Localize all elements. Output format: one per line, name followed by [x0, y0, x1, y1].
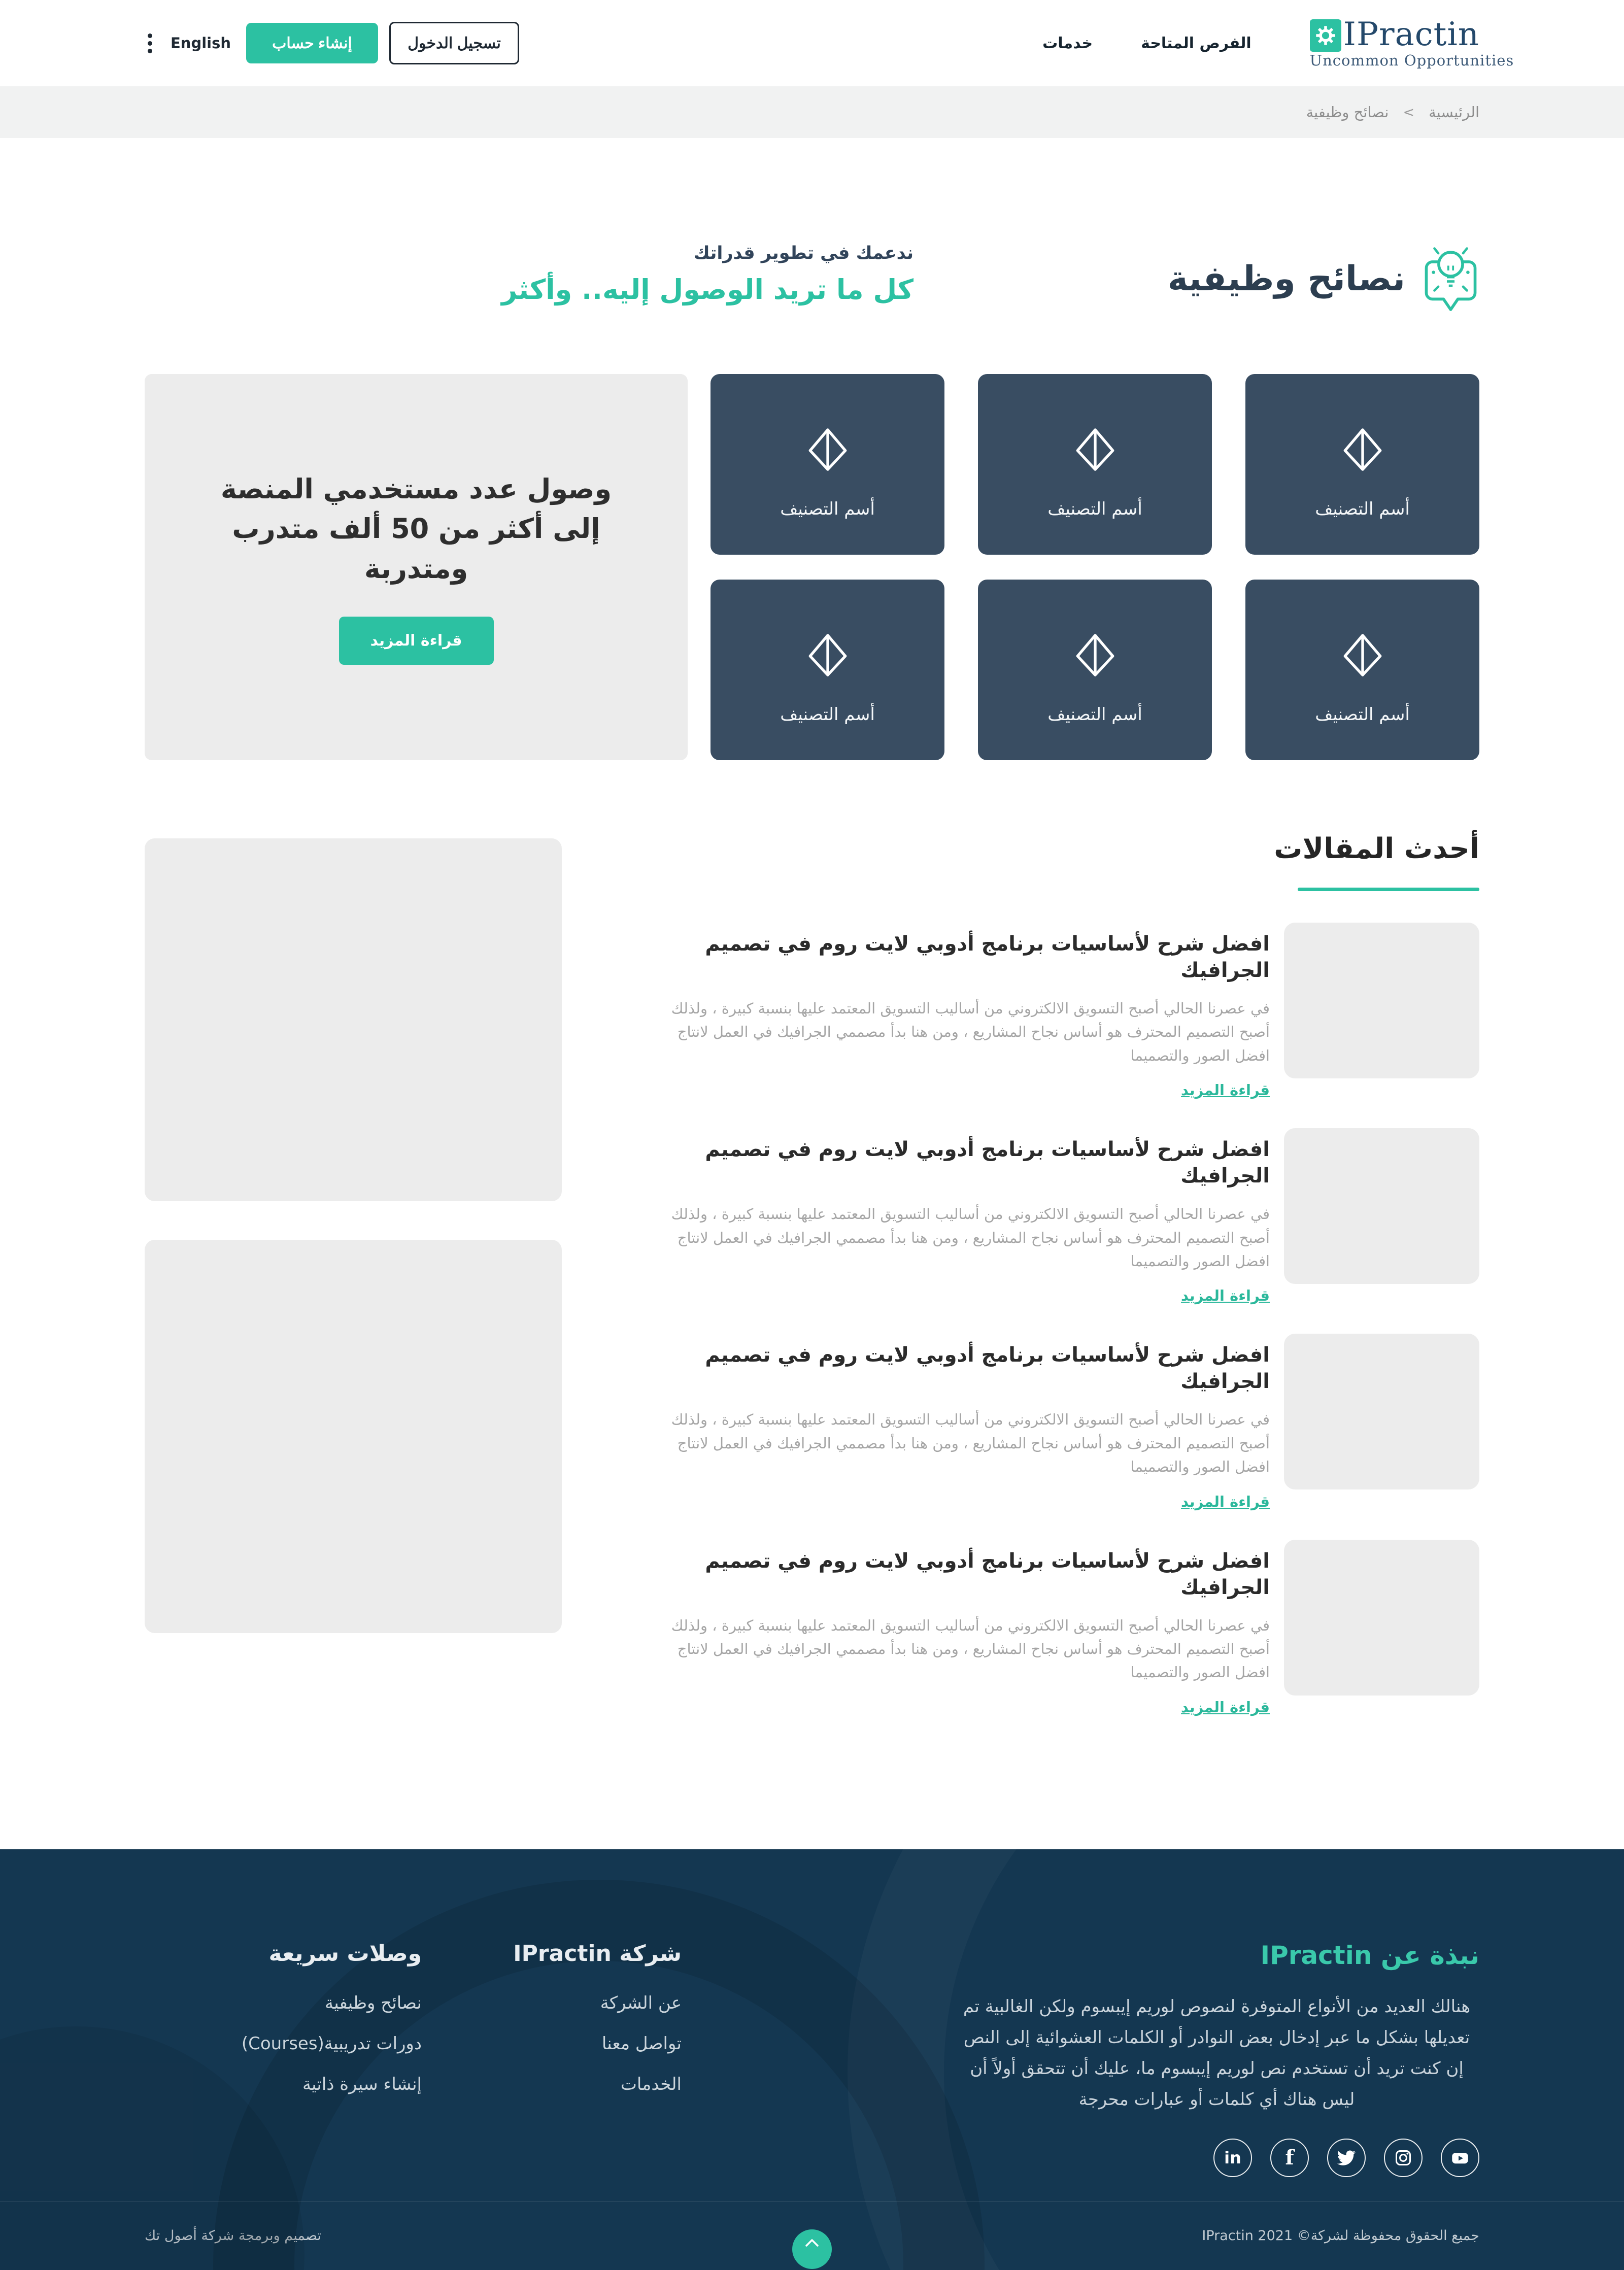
social-links — [954, 2139, 1479, 2177]
intro-kicker: ندعمك في تطوير قدراتك — [693, 243, 913, 263]
category-label: أسم التصنيف — [780, 499, 875, 519]
pyramid-icon — [1075, 633, 1115, 679]
footer-about-text: هنالك العديد من الأنواع المتوفرة لنصوص لوريم إيبسوم ولكن الغالبية تم تعديلها بشكل ما عبر إدخال بعض النوادر أو الكلمات العشوائية إلى النص إن كنت تريد أن تستخدم نص لوريم إيبسوم ما، عليك أن تتحقق أولاً أن ليس هناك أي كلمات أو عبارات محرجة — [963, 1996, 1471, 2110]
category-label: أسم التصنيف — [1047, 704, 1142, 725]
career-tips-bulb-icon — [1422, 242, 1479, 315]
pyramid-icon — [807, 633, 848, 679]
article-read-more-link[interactable]: قراءة المزيد — [1181, 1287, 1270, 1305]
intro-subtitle — [501, 243, 913, 306]
footer-columns — [145, 1849, 1479, 2201]
article-item — [652, 1540, 1479, 1716]
footer-link-career-tips[interactable]: نصائح وظيفية — [325, 1992, 422, 2013]
article-list — [652, 923, 1479, 1716]
category-card[interactable] — [710, 580, 944, 760]
language-switcher[interactable] — [145, 30, 231, 56]
promo-read-more-button[interactable]: قراءة المزيد — [339, 617, 494, 665]
article-read-more-link[interactable]: قراءة المزيد — [1181, 1081, 1270, 1099]
article-item — [652, 1128, 1479, 1304]
article-read-more-link[interactable]: قراءة المزيد — [1181, 1493, 1270, 1510]
footer-link-about-company[interactable]: عن الشركة — [600, 1992, 682, 2013]
article-excerpt: في عصرنا الحالي أصبح التسويق الالكتروني من أساليب التسويق المعتمد عليها بنسبة كبيرة ، ولذلك أصبح التصميم المحترف هو أساس نجاح المشاريع ، ومن هنا بدأ مصممي الجرافيك في العمل لانتاج افضل الصور والتصميما — [671, 1000, 1270, 1064]
showcase-section — [145, 374, 1479, 760]
aside-image-placeholder — [145, 1240, 562, 1633]
article-body — [652, 1128, 1270, 1304]
breadcrumb-separator-icon: > — [1403, 104, 1415, 120]
category-label: أسم التصنيف — [1315, 499, 1410, 519]
nav-item-services[interactable]: خدمات — [1042, 34, 1093, 52]
footer-link-services[interactable]: الخدمات — [620, 2074, 682, 2094]
category-card[interactable] — [978, 374, 1212, 555]
signup-button[interactable]: إنشاء حساب — [246, 23, 378, 63]
article-title[interactable]: افضل شرح لأساسيات برنامج أدوبي لايت روم في تصميم الجرافيك — [705, 1549, 1270, 1599]
category-label: أسم التصنيف — [1047, 499, 1142, 519]
article-thumbnail[interactable] — [1284, 1334, 1479, 1489]
category-card[interactable] — [1245, 580, 1479, 760]
article-thumbnail[interactable] — [1284, 1128, 1479, 1284]
site-header — [0, 0, 1624, 86]
article-body — [652, 923, 1270, 1099]
article-excerpt: في عصرنا الحالي أصبح التسويق الالكتروني من أساليب التسويق المعتمد عليها بنسبة كبيرة ، ولذلك أصبح التصميم المحترف هو أساس نجاح المشاريع ، ومن هنا بدأ مصممي الجرافيك في العمل لانتاج افضل الصور والتصميما — [671, 1616, 1270, 1681]
language-label[interactable]: English — [171, 35, 231, 52]
credit-text: تصميم وبرمجة شركة أصول تك — [145, 2227, 321, 2244]
footer-link-courses[interactable]: دورات تدريبية(Courses) — [241, 2033, 422, 2054]
pyramid-icon — [1075, 428, 1115, 473]
breadcrumb-bar — [0, 86, 1624, 138]
intro-section — [145, 242, 1479, 323]
pyramid-icon — [807, 428, 848, 473]
footer-company-column — [397, 1941, 682, 2094]
promo-text: وصول عدد مستخدمي المنصة إلى أكثر من 50 ألف متدرب ومتدربة — [220, 473, 612, 585]
articles-list-column — [652, 832, 1479, 1745]
category-grid — [710, 374, 1479, 760]
article-excerpt: في عصرنا الحالي أصبح التسويق الالكتروني من أساليب التسويق المعتمد عليها بنسبة كبيرة ، ولذلك أصبح التصميم المحترف هو أساس نجاح المشاريع ، ومن هنا بدأ مصممي الجرافيك في العمل لانتاج افضل الصور والتصميما — [671, 1411, 1270, 1476]
pyramid-icon — [1342, 428, 1383, 473]
facebook-icon[interactable]: f — [1270, 2139, 1309, 2177]
article-body — [652, 1334, 1270, 1510]
breadcrumb-home[interactable]: الرئيسية — [1429, 104, 1479, 121]
scroll-to-top-button[interactable] — [792, 2229, 832, 2269]
promo-card — [145, 374, 688, 760]
footer-about-column — [954, 1941, 1479, 2178]
category-label: أسم التصنيف — [1315, 704, 1410, 725]
page-title-group — [1168, 242, 1479, 315]
nav-item-opportunities[interactable]: الفرص المتاحة — [1141, 34, 1251, 52]
chevron-up-icon — [803, 2238, 821, 2249]
site-footer — [0, 1849, 1624, 2270]
login-button[interactable]: تسجيل الدخول — [389, 22, 519, 64]
footer-about-heading: نبذة عن IPractin — [1260, 1940, 1479, 1970]
footer-quicklinks-column — [117, 1941, 422, 2094]
main-content — [0, 242, 1624, 1849]
heading-underline — [1298, 888, 1479, 891]
breadcrumb-current: نصائح وظيفية — [1306, 104, 1389, 121]
article-title[interactable]: افضل شرح لأساسيات برنامج أدوبي لايت روم في تصميم الجرافيك — [705, 932, 1270, 982]
article-read-more-link[interactable]: قراءة المزيد — [1181, 1698, 1270, 1716]
article-title[interactable]: افضل شرح لأساسيات برنامج أدوبي لايت روم في تصميم الجرافيك — [705, 1343, 1270, 1394]
intro-headline: كل ما تريد الوصول إليه.. وأكثر — [501, 274, 913, 306]
logo-tagline: Uncommon Opportunities — [1309, 52, 1514, 69]
article-thumbnail[interactable] — [1284, 923, 1479, 1078]
youtube-icon[interactable] — [1441, 2139, 1479, 2177]
footer-quicklinks-heading: وصلات سريعة — [268, 1940, 422, 1967]
article-excerpt: في عصرنا الحالي أصبح التسويق الالكتروني من أساليب التسويق المعتمد عليها بنسبة كبيرة ، ولذلك أصبح التصميم المحترف هو أساس نجاح المشاريع ، ومن هنا بدأ مصممي الجرافيك في العمل لانتاج افضل الصور والتصميما — [671, 1205, 1270, 1270]
articles-aside — [145, 832, 562, 1745]
pyramid-icon — [1342, 633, 1383, 679]
article-item — [652, 923, 1479, 1099]
instagram-icon[interactable] — [1384, 2139, 1423, 2177]
category-label: أسم التصنيف — [780, 704, 875, 725]
twitter-icon[interactable] — [1327, 2139, 1366, 2177]
article-title[interactable]: افضل شرح لأساسيات برنامج أدوبي لايت روم في تصميم الجرافيك — [705, 1138, 1270, 1188]
gear-logo-icon — [1310, 19, 1341, 52]
article-body — [652, 1540, 1270, 1716]
category-card[interactable] — [710, 374, 944, 555]
category-card[interactable] — [1245, 374, 1479, 555]
footer-company-heading: شركة IPractin — [513, 1940, 682, 1967]
articles-heading: أحدث المقالات — [1274, 832, 1479, 865]
footer-link-contact[interactable]: تواصل معنا — [601, 2033, 682, 2054]
page-title: نصائح وظيفية — [1167, 258, 1405, 299]
category-card[interactable] — [978, 580, 1212, 760]
logo-wordmark: IPractin — [1343, 16, 1479, 53]
main-nav — [1042, 35, 1251, 52]
linkedin-icon[interactable]: in — [1213, 2139, 1252, 2177]
footer-link-create-cv[interactable]: إنشاء سيرة ذاتية — [302, 2074, 422, 2094]
logo[interactable] — [1309, 16, 1514, 69]
articles-section — [145, 832, 1479, 1849]
article-thumbnail[interactable] — [1284, 1540, 1479, 1696]
aside-image-placeholder — [145, 838, 562, 1201]
article-item — [652, 1334, 1479, 1510]
kebab-menu-icon[interactable] — [145, 30, 155, 56]
copyright-text: جميع الحقوق محفوظة لشركة© IPractin 2021 — [1202, 2227, 1479, 2244]
